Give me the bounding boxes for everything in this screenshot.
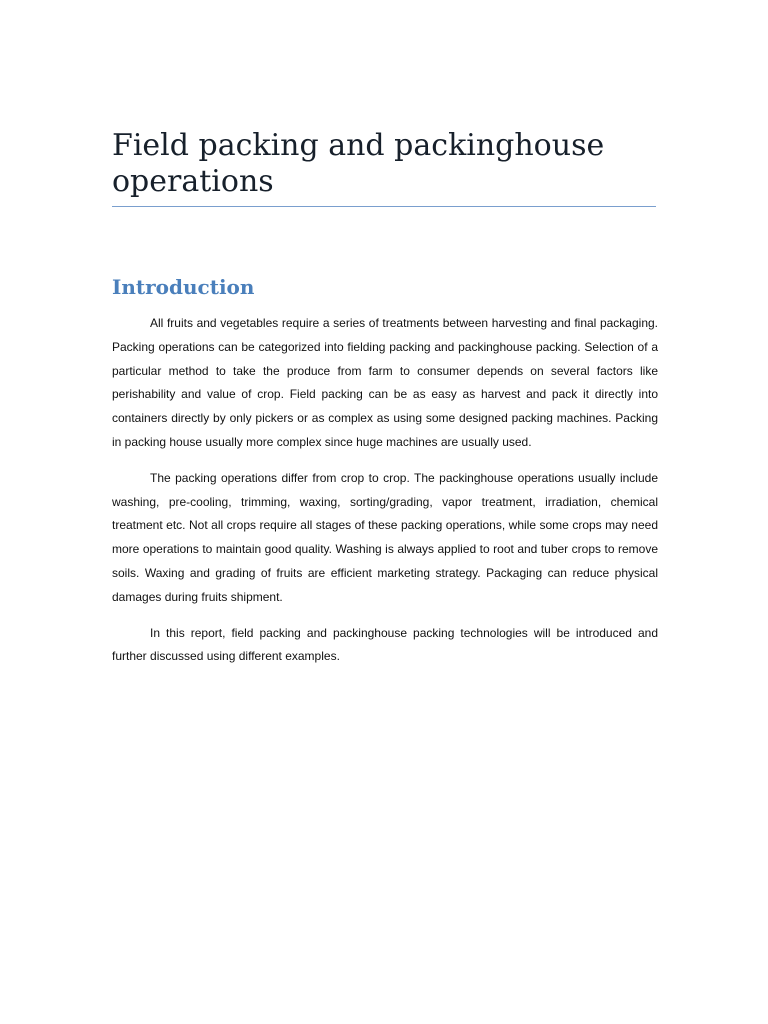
title-block: [112, 128, 656, 207]
paragraph-1: All fruits and vegetables require a series of treatments between harvesting and final packaging. Packing operations can be categorized into fielding packing and packinghouse packing. Selection of a particular method to take the produce from farm to consumer depends on several factors like perishability and value of crop. Field packing can be as easy as harvest and pack it directly into containers directly by only pickers or as complex as using some designed packing machines. Packing in packing house usually more complex since huge machines are usually used.: [112, 316, 658, 449]
body-text: [112, 312, 658, 681]
document-title: Field packing and packinghouse operations: [112, 128, 605, 199]
section-heading-introduction: Introduction: [112, 275, 255, 299]
title-divider: [112, 206, 656, 207]
paragraph-3: In this report, field packing and packinghouse packing technologies will be introduced and further discussed using different examples.: [112, 625, 658, 664]
paragraph-2: The packing operations differ from crop to crop. The packinghouse operations usually include washing, pre-cooling, trimming, waxing, sorting/grading, vapor treatment, irradiation, chemical treatment etc. Not all crops require all stages of these packing operations, while some crops may need more operations to maintain good quality. Washing is always applied to root and tuber crops to remove soils. Waxing and grading of fruits are efficient marketing strategy. Packaging can reduce physical damages during fruits shipment.: [112, 470, 658, 604]
